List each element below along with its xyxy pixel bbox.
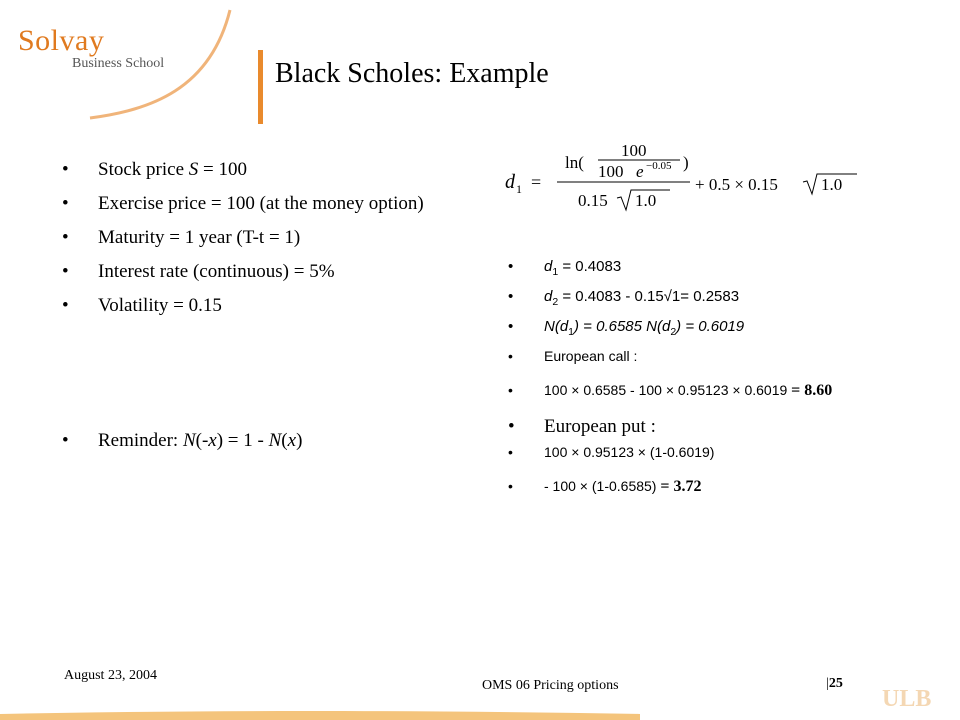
list-item: • Interest rate (continuous) = 5% <box>62 261 335 282</box>
logo-subtitle: Business School <box>72 56 165 71</box>
list-item: • - 100 × (1-0.6585) = 3.72 <box>508 478 702 495</box>
formula-equals: = <box>531 172 542 192</box>
list-item: • European put : <box>508 416 656 437</box>
list-item: • Exercise price = 100 (at the money option) <box>62 193 424 214</box>
list-item: • 100 × 0.6585 - 100 × 0.95123 × 0.6019 = 8.60 <box>508 382 833 399</box>
list-item: • 100 × 0.95123 × (1-0.6019) <box>508 444 715 460</box>
formula-plus-term: + 0.5 × 0.15 <box>695 175 778 194</box>
ulb-logo <box>880 684 950 710</box>
formula-e: e <box>636 162 644 181</box>
formula-lhs-sub: 1 <box>516 182 522 196</box>
footer-date: August 23, 2004 <box>64 668 157 683</box>
formula-close-paren: ) <box>683 153 689 172</box>
logo-name: Solvay <box>18 24 105 57</box>
title-accent-bar <box>258 50 263 124</box>
formula-sqrt-arg: 1.0 <box>635 191 657 210</box>
list-item: • $N(d_1) = 0.6585$ $N(d_2) = 0.6019$ <box>508 318 745 338</box>
formula-num-top: 100 <box>621 141 647 160</box>
page-number: |25 <box>826 676 843 691</box>
slide-title: Black Scholes: Example <box>275 58 549 89</box>
footer-course-title: OMS 06 Pricing options <box>482 678 619 693</box>
formula-ln: ln( <box>565 153 584 172</box>
list-item: • Stock price S = 100 <box>62 159 247 180</box>
formula-denominator: 0.15 <box>578 191 608 210</box>
formula-sqrt-arg-2: 1.0 <box>821 175 843 194</box>
list-item: • Volatility = 0.15 <box>62 295 222 316</box>
formula-lhs-var: d <box>505 171 515 193</box>
left-bullet-list <box>62 158 462 328</box>
bottom-accent-band <box>0 708 640 720</box>
formula-num-bottom: 100 <box>598 162 624 181</box>
solvay-logo <box>0 0 240 120</box>
list-item: • $d_1 = 0.4083$ <box>508 258 622 278</box>
ulb-logo-text: ULB <box>882 686 932 710</box>
formula-exponent: −0.05 <box>646 160 672 172</box>
list-item: • Maturity = 1 year (T-t = 1) <box>62 227 301 248</box>
list-item: • $d_2 = 0.4083 - 0.15√1= 0.2583$ <box>508 288 740 308</box>
list-item: • European call : <box>508 348 638 364</box>
right-bullet-list <box>508 258 928 512</box>
d1-formula <box>505 140 865 215</box>
